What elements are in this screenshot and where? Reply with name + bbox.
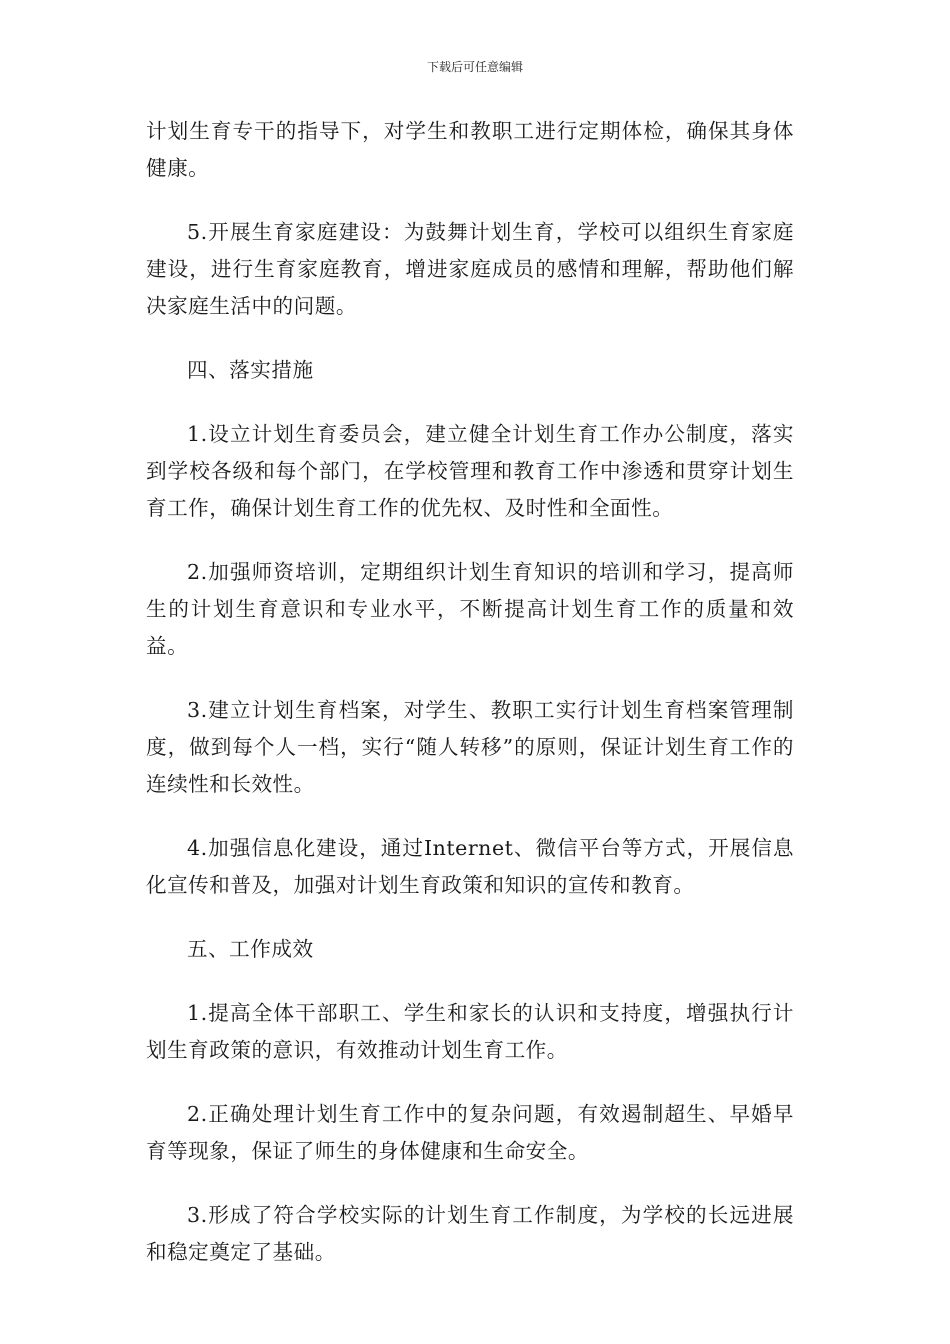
section-heading-5: 五、工作成效	[187, 937, 314, 961]
document-body	[146, 113, 794, 1298]
paragraph-result-2: 2.正确处理计划生育工作中的复杂问题，有效遏制超生、早婚早育等现象，保证了师生的身体健康和生命安全。	[146, 1102, 794, 1163]
paragraph-measure-4: 4.加强信息化建设，通过Internet、微信平台等方式，开展信息化宣传和普及，加强对计划生育政策和知识的宣传和教育。	[146, 836, 794, 897]
paragraph-measure-2: 2.加强师资培训，定期组织计划生育知识的培训和学习，提高师生的计划生育意识和专业水平，不断提高计划生育工作的质量和效益。	[146, 560, 794, 658]
paragraph-result-1: 1.提高全体干部职工、学生和家长的认识和支持度，增强执行计划生育政策的意识，有效推动计划生育工作。	[146, 1001, 794, 1062]
paragraph-measure-1: 1.设立计划生育委员会，建立健全计划生育工作办公制度，落实到学校各级和每个部门，在学校管理和教育工作中渗透和贯穿计划生育工作，确保计划生育工作的优先权、及时性和全面性。	[146, 422, 794, 520]
page-header: 下载后可任意编辑	[426, 60, 523, 74]
paragraph-measure-3: 3.建立计划生育档案，对学生、教职工实行计划生育档案管理制度，做到每个人一档，实行“随人转移”的原则，保证计划生育工作的连续性和长效性。	[146, 698, 794, 796]
section-heading-4: 四、落实措施	[187, 358, 314, 382]
paragraph-item-5: 5.开展生育家庭建设：为鼓舞计划生育，学校可以组织生育家庭建设，进行生育家庭教育，增进家庭成员的感情和理解，帮助他们解决家庭生活中的问题。	[146, 220, 794, 318]
paragraph-continuation: 计划生育专干的指导下，对学生和教职工进行定期体检，确保其身体健康。	[146, 119, 794, 180]
paragraph-result-3: 3.形成了符合学校实际的计划生育工作制度，为学校的长远进展和稳定奠定了基础。	[146, 1203, 794, 1264]
